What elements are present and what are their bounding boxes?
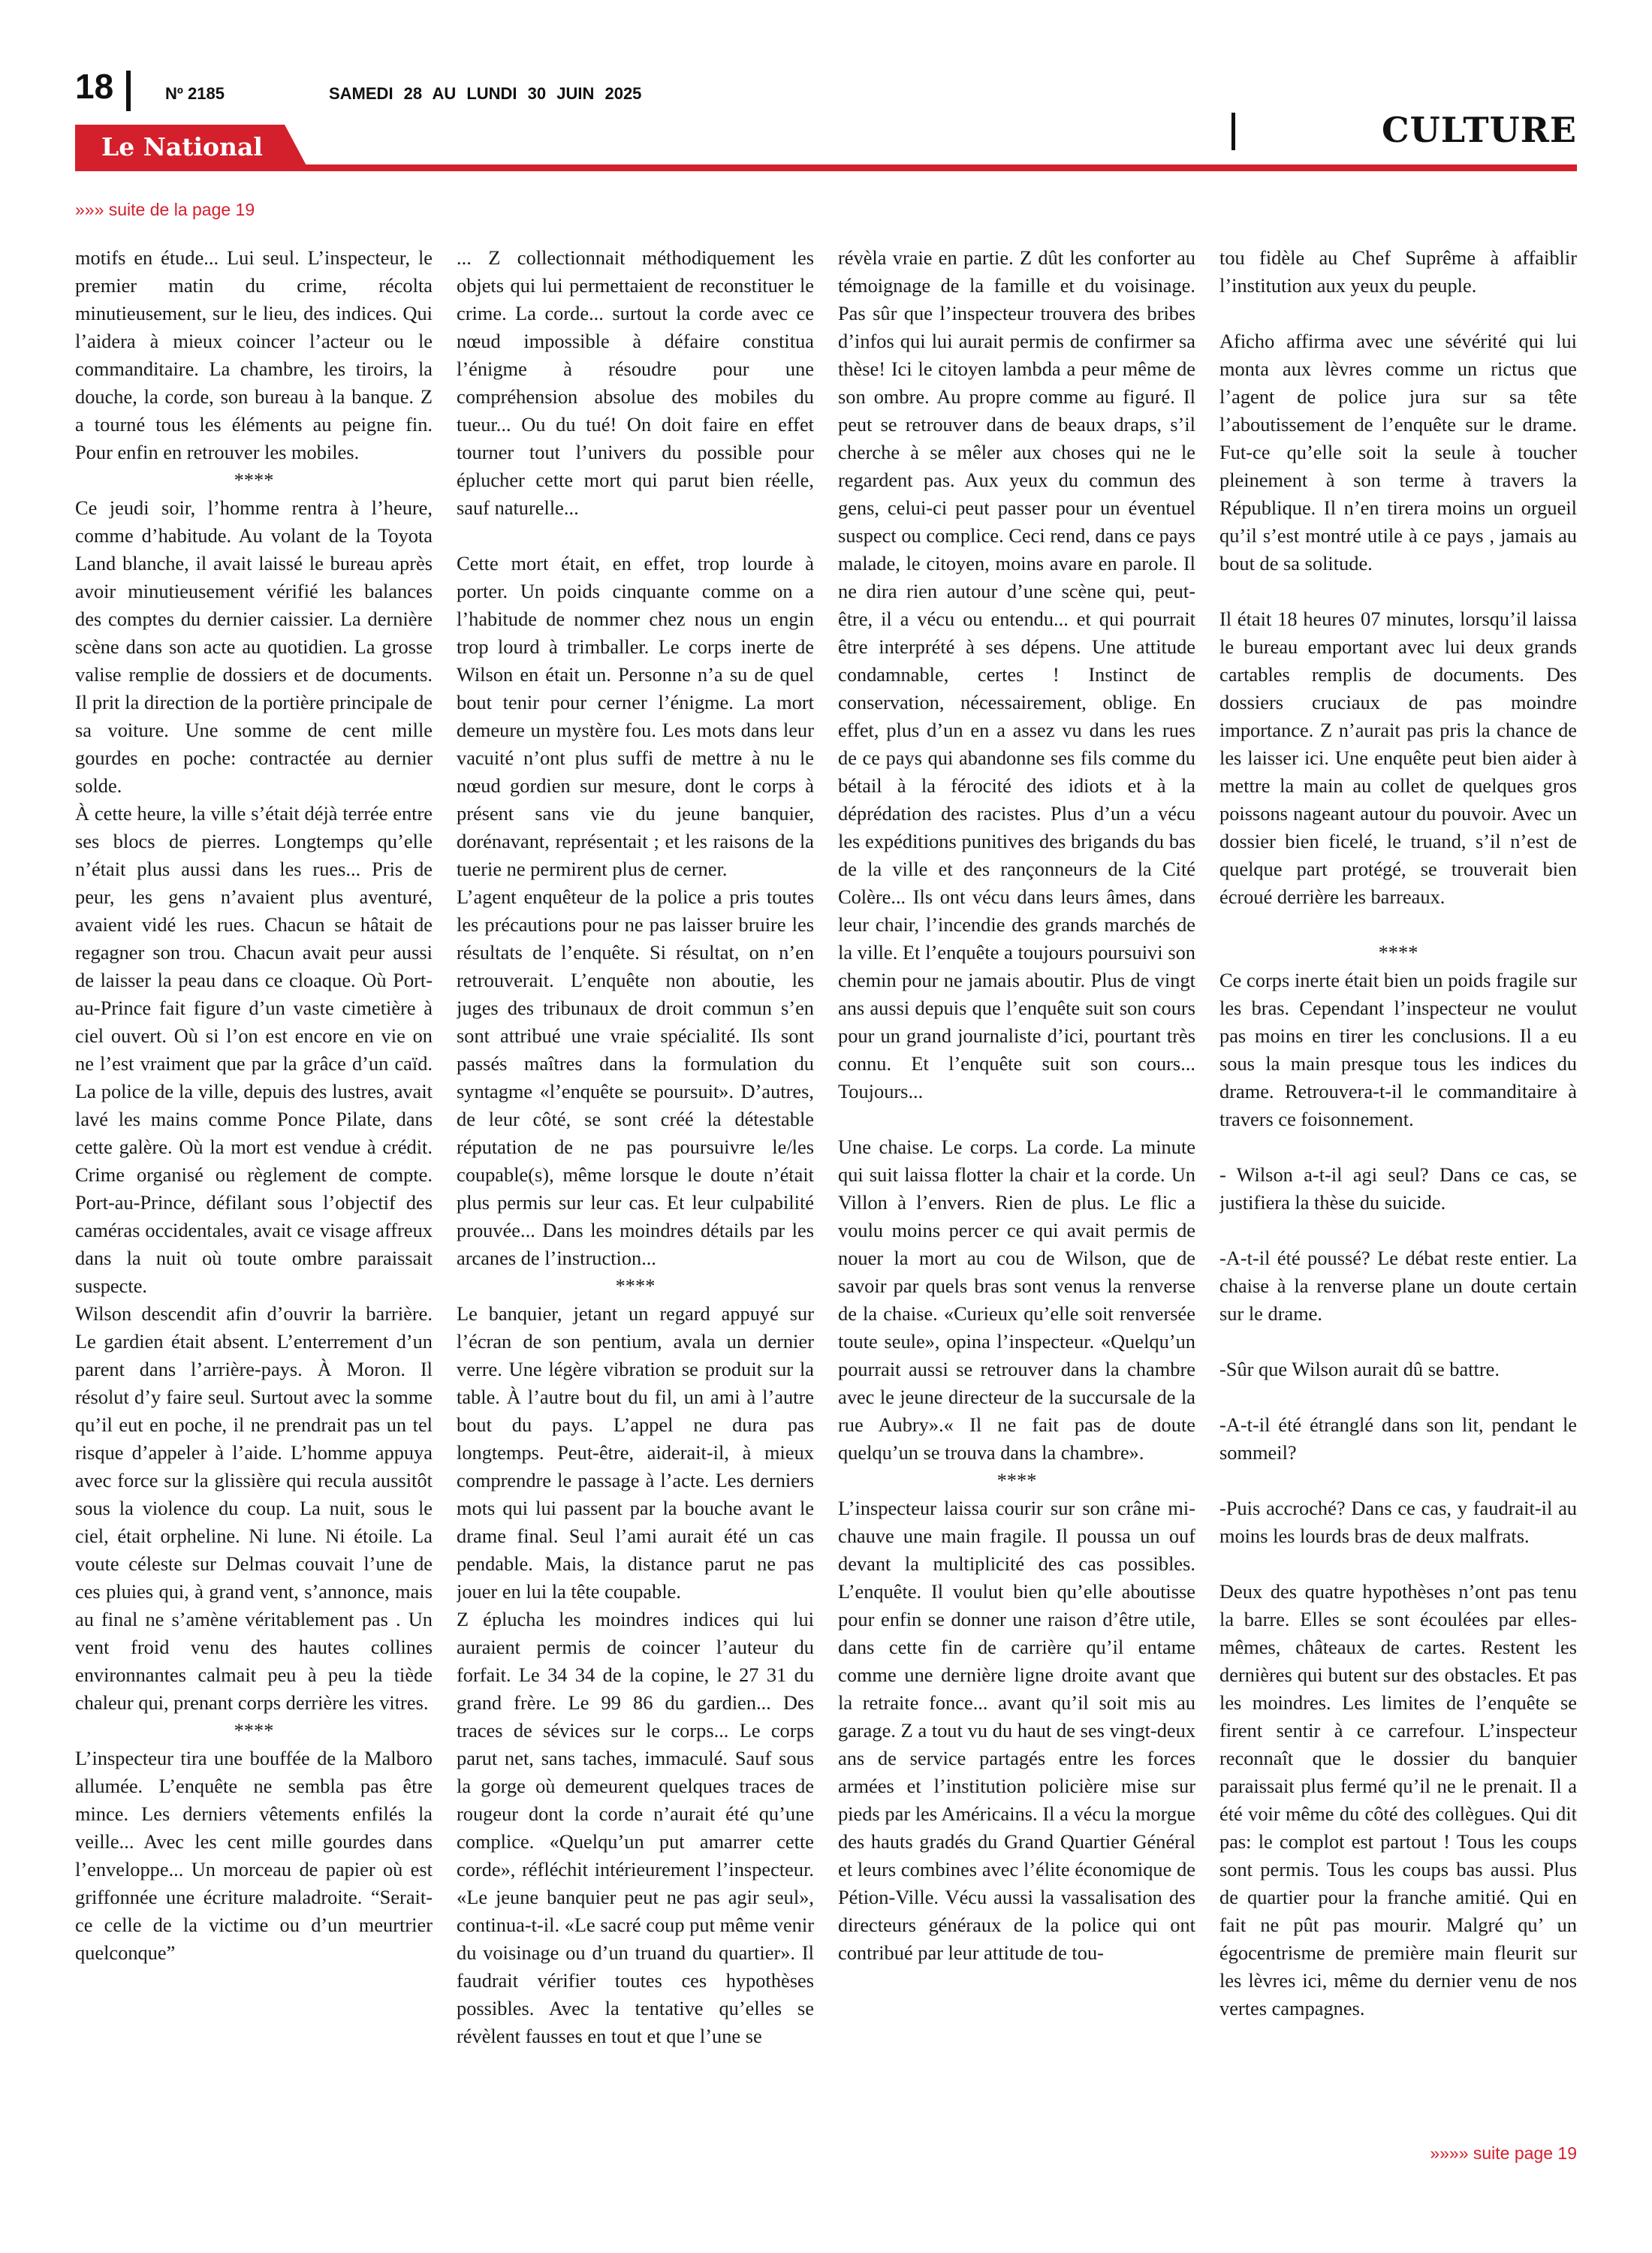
paragraph: Il était 18 heures 07 minutes, lorsqu’il laissa le bureau emportant avec lui deux grands cartables remplis de documents. Des dossiers cruciaux de pas moindre importance. Z n’aurait pas pris la chance de les laisser ici. Une enquête peut bien aider à mettre la main au collet de quelques gros poissons nageant autour du pouvoir. Avec un dossier bien ficelé, le truand, s’il n’est de quelque part protégé, se trouverait bien écroué derrière les barreaux. — [1219, 608, 1577, 908]
paragraph: L’agent enquêteur de la police a pris toutes les précautions pour ne pas laisser bruire les résultats de l’enquête. Si résultat, on n’en retrouverait. L’enquête non aboutie, les juges des tribunaux de droit commun s’en sont attribué une vraie spécialité. Ils sont passés maîtres dans la formulation du syntagme «l’enquête se poursuit». D’autres, de leur côté, se sont créé la détestable réputation de ne pas poursuivre le/les coupable(s), même lorsque le doute n’était plus permis sur leur cas. Et leur culpabilité prouvée... Dans les moindres détails par les arcanes de l’instruction... — [457, 885, 814, 1269]
paragraph: tou fidèle au Chef Suprême à affaiblir l’institution aux yeux du peuple. — [1219, 246, 1577, 297]
paragraph: révèla vraie en partie. Z dût les conforter au témoignage de la famille et du voisinage. Pas sûr que l’inspecteur trouvera des bribes d’infos qui lui aurait permis de confirmer sa thèse! Ici le citoyen lambda a peur même de son ombre. Au propre comme au figuré. Il peut se retrouver dans de beaux draps, s’il cherche à se mêler aux choses qui ne le regardent pas. Aux yeux du commun des gens, celui-ci peut passer pour un éventuel suspect ou complice. Ceci rend, dans ce pays malade, le citoyen, moins avare en parole. Il ne dira rien autour d’une scène qui, peut-être, il a vécu ou entendu... et qui pourrait être interprété à ses dépens. Une attitude condamnable, certes ! Instinct de conservation, nécessairement, oblige. En effet, plus d’un en a assez vu dans les rues de ce pays qui abandonne ses fils comme du bétail à la férocité des idiots et à la déprédation des racistes. Plus d’un a vécu les expéditions punitives des brigands du bas de la ville et des rançonneurs de la Cité Colère... Ils ont vécu dans leurs âmes, dans leur chair, l’incendie des grands marchés de la ville. Et l’enquête a toujours poursuivi son chemin pour ne jamais aboutir. Plus de vingt ans aussi depuis que l’enquête suit son cours pour un grand journaliste d’ici, pourtant très connu. Et l’enquête suit son cours... Toujours... — [838, 246, 1195, 1102]
article-body — [75, 244, 1577, 2122]
paragraph: Wilson descendit afin d’ouvrir la barrière. Le gardien était absent. L’enterrement d’un parent dans l’arrière-pays. À Moron. Il résolut d’y faire seul. Surtout avec la somme qu’il eut en poche, il ne prendrait pas un tel risque d’appeler à l’aide. L’homme appuya avec force sur la glissière qui recula aussitôt sous la violence du coup. La nuit, sous le ciel, était orpheline. Ni lune. Ni étoile. La voute céleste sur Delmas couvait l’une de ces pluies qui, à grand vent, s’annonce, mais au final ne s’amène véritablement pas . Un vent froid venu des hautes collines environnantes calmait peu à peu la tiède chaleur qui, prenant corps derrière les vitres. — [75, 1302, 433, 1714]
paragraph: L’inspecteur laissa courir sur son crâne mi- chauve une main fragile. Il poussa un ouf devant la multiplicité des cas possibles. L’enquête. Il voulut bien qu’elle aboutisse pour enfin se donner une raison d’être utile, dans cette fin de carrière qu’il entame comme une dernière ligne droite avant que la retraite fonce... avant qu’il soit mis au garage. Z a tout vu du haut de ses vingt-deux ans de service partagés entre les forces armées et l’institution policière mise sur pieds par les Américains. Il a vécu la morgue des hauts gradés du Grand Quartier Général et leurs combines avec l’élite économique de Pétion-Ville. Vécu aussi la vassalisation des directeurs généraux de la police qui ont contribué par leur attitude de tou- — [838, 1497, 1195, 1964]
paragraph: -Puis accroché? Dans ce cas, y faudrait-il au moins les lourds bras de deux malfrats. — [1219, 1497, 1577, 1547]
brand-name: Le National — [101, 132, 263, 161]
column-4 — [1219, 244, 1577, 2122]
paragraph: -Sûr que Wilson aurait dû se battre. — [1219, 1358, 1500, 1380]
paragraph: Aficho affirma avec une sévérité qui lui monta aux lèvres comme un rictus que l’agent de police jura sur sa tête l’aboutissement de l’enquête sur le drame. Fut-ce qu’elle soit la seule à toucher pleinement à son terme à travers la République. Il n’en tirera moins un orgueil qu’il s’est montré utile à ce pays , jamais au bout de sa solitude. — [1219, 330, 1577, 575]
paragraph: Z éplucha les moindres indices qui lui auraient permis de coincer l’auteur du forfait. Le 34 34 de la copine, le 27 31 du grand frère. Le 99 86 du gardien... Des traces de sévices sur le corps... Le corps parut net, sans taches, immaculé. Sauf sous la gorge où demeurent quelques traces de rougeur dont la corde n’aurait été qu’une complice. «Quelqu’un put amarrer cette corde», réfléchit intérieurement l’inspecteur. «Le jeune banquier peut ne pas agir seul», continua-t-il. «Le sacré coup put même venir du voisinage ou d’un truand du quartier». Il faudrait vérifier toutes ces hypothèses possibles. Avec la tentative qu’elles se révèlent fausses en tout et que l’une se — [457, 1608, 814, 2047]
section-separator: **** — [234, 1719, 274, 1742]
paragraph: L’inspecteur tira une bouffée de la Malboro allumée. L’enquête ne sembla pas être mince. Les derniers vêtements enfilés la veille... Avec les cent mille gourdes dans l’enveloppe... Un morceau de papier où est griffonnée une écriture maladroite. “Serait-ce celle de la victime ou d’un meurtrier quelconque” — [75, 1747, 433, 1964]
continued-to-link[interactable]: »»»» suite page 19 — [1430, 2143, 1577, 2163]
column-2 — [457, 244, 814, 2122]
header-divider — [126, 71, 131, 111]
issue-number: Nº 2185 — [165, 84, 225, 103]
paragraph: -A-t-il été poussé? Le débat reste entier. La chaise à la renverse plane un doute certain sur le drame. — [1219, 1247, 1577, 1325]
paragraph: Ce jeudi soir, l’homme rentra à l’heure, comme d’habitude. Au volant de la Toyota Land blanche, il avait laissé le bureau après avoir minutieusement vérifié les balances des comptes du dernier caissier. La dernière scène dans son acte au quotidien. La grosse valise remplie de dossiers et de documents. Il prit la direction de la portière principale de sa voiture. Une somme de cent mille gourdes en poche: contractée au dernier solde. — [75, 496, 433, 797]
section-separator: **** — [234, 469, 274, 491]
column-3 — [838, 244, 1195, 2122]
section-title: CULTURE — [1382, 110, 1577, 150]
paragraph: motifs en étude... Lui seul. L’inspecteur, le premier matin du crime, récolta minutieusement, sur le lieu, des indices. Qui l’aidera à mieux coincer l’acteur ou le commanditaire. La chambre, les tiroirs, la douche, la corde, son bureau à la banque. Z a tourné tous les éléments au peigne fin. Pour enfin en retrouver les mobiles. — [75, 246, 433, 463]
issue-date: SAMEDI 28 AU LUNDI 30 JUIN 2025 — [329, 84, 642, 103]
paragraph: Ce corps inerte était bien un poids fragile sur les bras. Cependant l’inspecteur ne voulut pas moins en tirer les conclusions. Il a eu sous la main presque tous les indices du drame. Retrouvera-t-il le commanditaire à travers ce foisonnement. — [1219, 969, 1577, 1130]
section-divider — [1231, 113, 1235, 150]
paragraph: Cette mort était, en effet, trop lourde à porter. Un poids cinquante comme on a l’habitude de nommer chez nous un engin trop lourd à trimballer. Le corps inerte de Wilson en était un. Personne n’a su de quel bout tenir pour cerner l’énigme. La mort demeure un mystère fou. Les mots dans leur vacuité n’ont plus suffi de mettre à nu le nœud gordien sur mesure, dont le corps à présent sans vie du jeune banquier, dorénavant, représentait ; et les raisons de la tuerie ne permirent plus de cerner. — [457, 552, 814, 880]
paragraph: À cette heure, la ville s’était déjà terrée entre ses blocs de pierres. Longtemps qu’elle n’était plus aussi dans les rues... Pris de peur, les gens n’avaient plus aventuré, avaient vidé les rues. Chacun se hâtait de regagner son trou. Chacun avait peur aussi de laisser la peau dans ce cloaque. Où Port-au-Prince fait figure d’un vaste cimetière à ciel ouvert. Où si l’on est encore en vie on ne l’est vraiment que par la grâce d’un caïd. La police de la ville, depuis des lustres, avait lavé les mains comme Ponce Pilate, dans cette galère. Où la mort est vendue à crédit. Crime organisé ou règlement de compte. Port-au-Prince, défilant sous l’objectif des caméras occidentales, avait ce visage affreux dans la nuit où toute ombre paraissait suspecte. — [75, 802, 433, 1297]
header-rule — [75, 164, 1577, 171]
paragraph: Le banquier, jetant un regard appuyé sur l’écran de son pentium, avala un dernier verre. Une légère vibration se produit sur la table. À l’autre bout du fil, un ami à l’autre bout du pays. L’appel ne dura pas longtemps. Peut-être, aiderait-il, à mieux comprendre le passage à l’acte. Les derniers mots qui lui passent par la bouche avant le drame final. Seul l’ami aurait été un cas pendable. Mais, la distance parut ne pas jouer en lui la tête coupable. — [457, 1302, 814, 1603]
column-1 — [75, 244, 433, 2122]
page-number: 18 — [75, 67, 114, 106]
paragraph: - Wilson a-t-il agi seul? Dans ce cas, se justifiera la thèse du suicide. — [1219, 1163, 1577, 1214]
continued-from-link[interactable]: »»» suite de la page 19 — [75, 200, 255, 219]
paragraph: Une chaise. Le corps. La corde. La minute qui suit laissa flotter la chair et la corde. Un Villon à l’envers. Rien de plus. Le flic a voulu moins percer ce qui avait permis de nouer la mort au cou de Wilson, que de savoir par quels bras sont venus la renverse de la chaise. «Curieux qu’elle soit renversée toute seule», opina l’inspecteur. «Quelqu’un pourrait aussi se retrouver dans la chambre avec le jeune directeur de la succursale de la rue Aubry».« Il ne fait pas de doute quelqu’un se trouva dans la chambre». — [838, 1136, 1195, 1464]
paragraph: -A-t-il été étranglé dans son lit, pendant le sommeil? — [1219, 1413, 1577, 1464]
paragraph: ... Z collectionnait méthodiquement les objets qui lui permettaient de reconstituer le crime. La corde... surtout la corde avec ce nœud impossible à défaire constitua l’énigme à résoudre pour une compréhension absolue des mobiles du tueur... Ou du tué! On doit faire en effet tourner tout l’univers du possible pour éplucher cette mort qui parut bien réelle, sauf naturelle... — [457, 246, 814, 519]
paragraph: Deux des quatre hypothèses n’ont pas tenu la barre. Elles se sont écoulées par elles-mêmes, châteaux de cartes. Restent les dernières qui butent sur des obstacles. Et pas les moindres. Les limites de l’enquête se firent sentir à ce carrefour. L’inspecteur reconnaît que le dossier du banquier paraissait plus fermé qu’il ne le prenait. Il a été voir même du côté des collègues. Qui dit pas: le complot est partout ! Tous les coups sont permis. Tous les coups bas aussi. Plus de quartier pour la franche amitié. Qui en fait ne pût pas mourir. Malgré qu’ un égocentrisme de première main fleurit sur les lèvres ici, même du dernier venu de nos vertes campagnes. — [1219, 1580, 1577, 2019]
section-separator: **** — [1378, 941, 1418, 964]
section-separator: **** — [615, 1274, 656, 1297]
section-separator: **** — [996, 1469, 1037, 1491]
